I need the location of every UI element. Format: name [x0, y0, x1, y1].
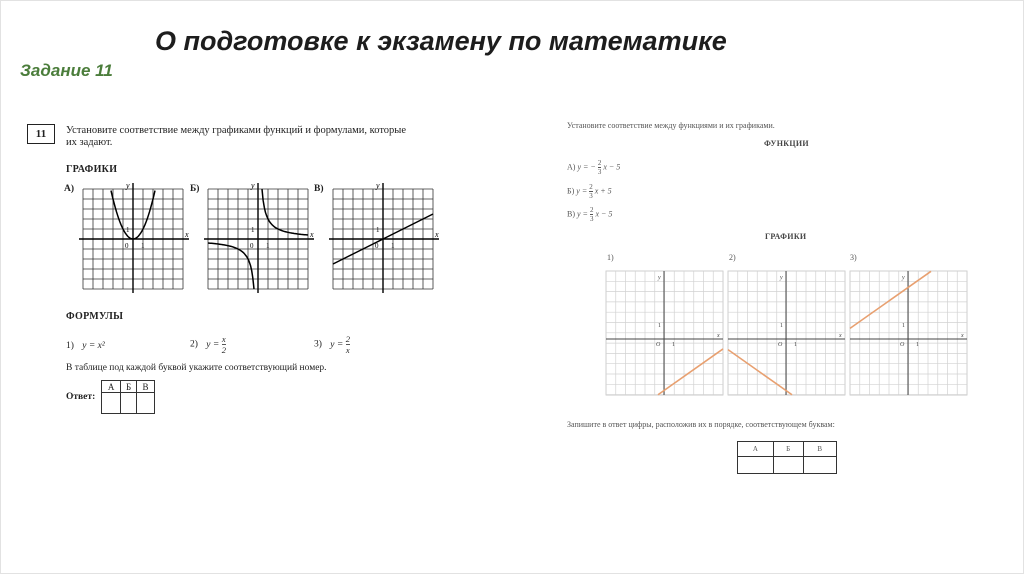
right-graphs-heading: ГРАФИКИ: [765, 232, 807, 241]
function-a-den: 3: [597, 168, 602, 176]
graph-b-x-label: x: [310, 230, 314, 239]
function-c-den: 3: [589, 215, 594, 223]
left-graphs-heading: ГРАФИКИ: [66, 164, 118, 175]
graph-b-zero: 0: [250, 242, 254, 250]
function-a-lhs: y = −: [577, 162, 596, 172]
graph-b: [204, 181, 314, 293]
formula-3-num: 3): [314, 339, 322, 350]
right-graph-2-origin: O: [778, 342, 783, 348]
graph-label-b: Б): [190, 184, 200, 194]
task-number-box: 11: [27, 124, 55, 144]
right-answer-col-a: А: [738, 442, 774, 457]
function-a-num: 2: [597, 159, 602, 167]
right-graph-3-one-x: 1: [916, 342, 919, 348]
graph-a-x-label: x: [185, 230, 189, 239]
write-note: Запишите в ответ цифры, расположив их в порядке, соответствующем буквам:: [567, 420, 835, 429]
graph-label-c: В): [314, 184, 324, 194]
graph-c-zero: 0: [375, 242, 379, 250]
graph-c-x-label: x: [435, 230, 439, 239]
graph-c: [329, 181, 439, 293]
formula-2-num: 2): [190, 339, 198, 350]
right-graph-3-origin: O: [900, 342, 905, 348]
function-b-lhs: y =: [576, 186, 588, 196]
graph-label-a: А): [64, 184, 75, 194]
right-answer-col-b: Б: [773, 442, 803, 457]
graph-a-y-label: y: [126, 181, 130, 190]
right-graph-label-1: 1): [607, 253, 614, 262]
function-c-rest: x − 5: [595, 209, 613, 219]
answer-col-c: В: [137, 381, 155, 393]
right-graph-2-x-label: x: [839, 333, 842, 339]
graph-b-curve: [208, 243, 254, 289]
function-a-label: А): [567, 162, 576, 172]
slide-title: О подготовке к экзамену по математике: [155, 26, 727, 56]
right-answer-col-c: В: [803, 442, 837, 457]
left-instruction-line2: их задают.: [66, 137, 113, 148]
graph-c-one-y: 1: [376, 226, 380, 234]
formula-1-expr: y = x²: [82, 341, 105, 351]
right-graph-label-3: 3): [850, 253, 857, 262]
formula-2-denominator: 2: [221, 345, 226, 355]
right-graph-1: [606, 271, 723, 395]
graph-b-curve: [262, 189, 308, 235]
right-instruction: Установите соответствие между функциями и их графиками.: [567, 121, 775, 130]
right-graph-2: [728, 271, 845, 395]
answer-label: Ответ:: [66, 392, 96, 402]
right-graph-1-one-y: 1: [658, 323, 661, 329]
right-graph-3-y-label: y: [902, 275, 905, 281]
graph-b-y-label: y: [251, 181, 255, 190]
graph-a-zero: 0: [125, 242, 129, 250]
function-c-lhs: y =: [577, 209, 588, 219]
right-graph-3: [850, 271, 967, 395]
right-graph-2-one-x: 1: [794, 342, 797, 348]
graph-c-y-label: y: [376, 181, 380, 190]
right-graph-1-y-label: y: [658, 275, 661, 281]
task-label: Задание 11: [20, 61, 113, 80]
right-functions-heading: ФУНКЦИИ: [764, 139, 809, 148]
formula-2-lhs: y =: [206, 339, 220, 350]
function-b-label: Б): [567, 186, 575, 196]
function-b-num: 2: [589, 183, 593, 191]
right-graph-label-2: 2): [729, 253, 736, 262]
formula-3-denominator: x: [345, 345, 350, 355]
function-c-num: 2: [589, 206, 594, 214]
graph-a-one-y: 1: [126, 226, 130, 234]
right-graph-1-x-label: x: [717, 333, 720, 339]
graph-b-one-x: 1: [266, 242, 270, 250]
right-graph-3-x-label: x: [961, 333, 964, 339]
right-graph-3-one-y: 1: [902, 323, 905, 329]
answer-col-b: Б: [121, 381, 137, 393]
answer-col-a: А: [102, 381, 121, 393]
graph-b-one-y: 1: [251, 226, 255, 234]
table-note: В таблице под каждой буквой укажите соответствующий номер.: [66, 363, 327, 373]
formula-2-numerator: x: [221, 334, 226, 344]
formula-3-numerator: 2: [345, 334, 350, 344]
graph-a: [79, 181, 189, 293]
right-graph-1-origin: O: [656, 342, 661, 348]
formula-1-num: 1): [66, 341, 74, 351]
right-graph-1-one-x: 1: [672, 342, 675, 348]
right-graph-2-y-label: y: [780, 275, 783, 281]
function-b-rest: x + 5: [594, 186, 612, 196]
function-b-den: 3: [589, 192, 593, 200]
right-graph-2-one-y: 1: [780, 323, 783, 329]
graph-c-one-x: 1: [391, 242, 395, 250]
function-c-label: В): [567, 209, 575, 219]
graph-a-one-x: 1: [141, 242, 145, 250]
left-formulas-heading: ФОРМУЛЫ: [66, 311, 124, 322]
left-instruction: Установите соответствие между графиками функций и формулами, которые: [66, 125, 407, 136]
formula-3-lhs: y =: [330, 339, 344, 350]
function-a-rest: x − 5: [603, 162, 621, 172]
